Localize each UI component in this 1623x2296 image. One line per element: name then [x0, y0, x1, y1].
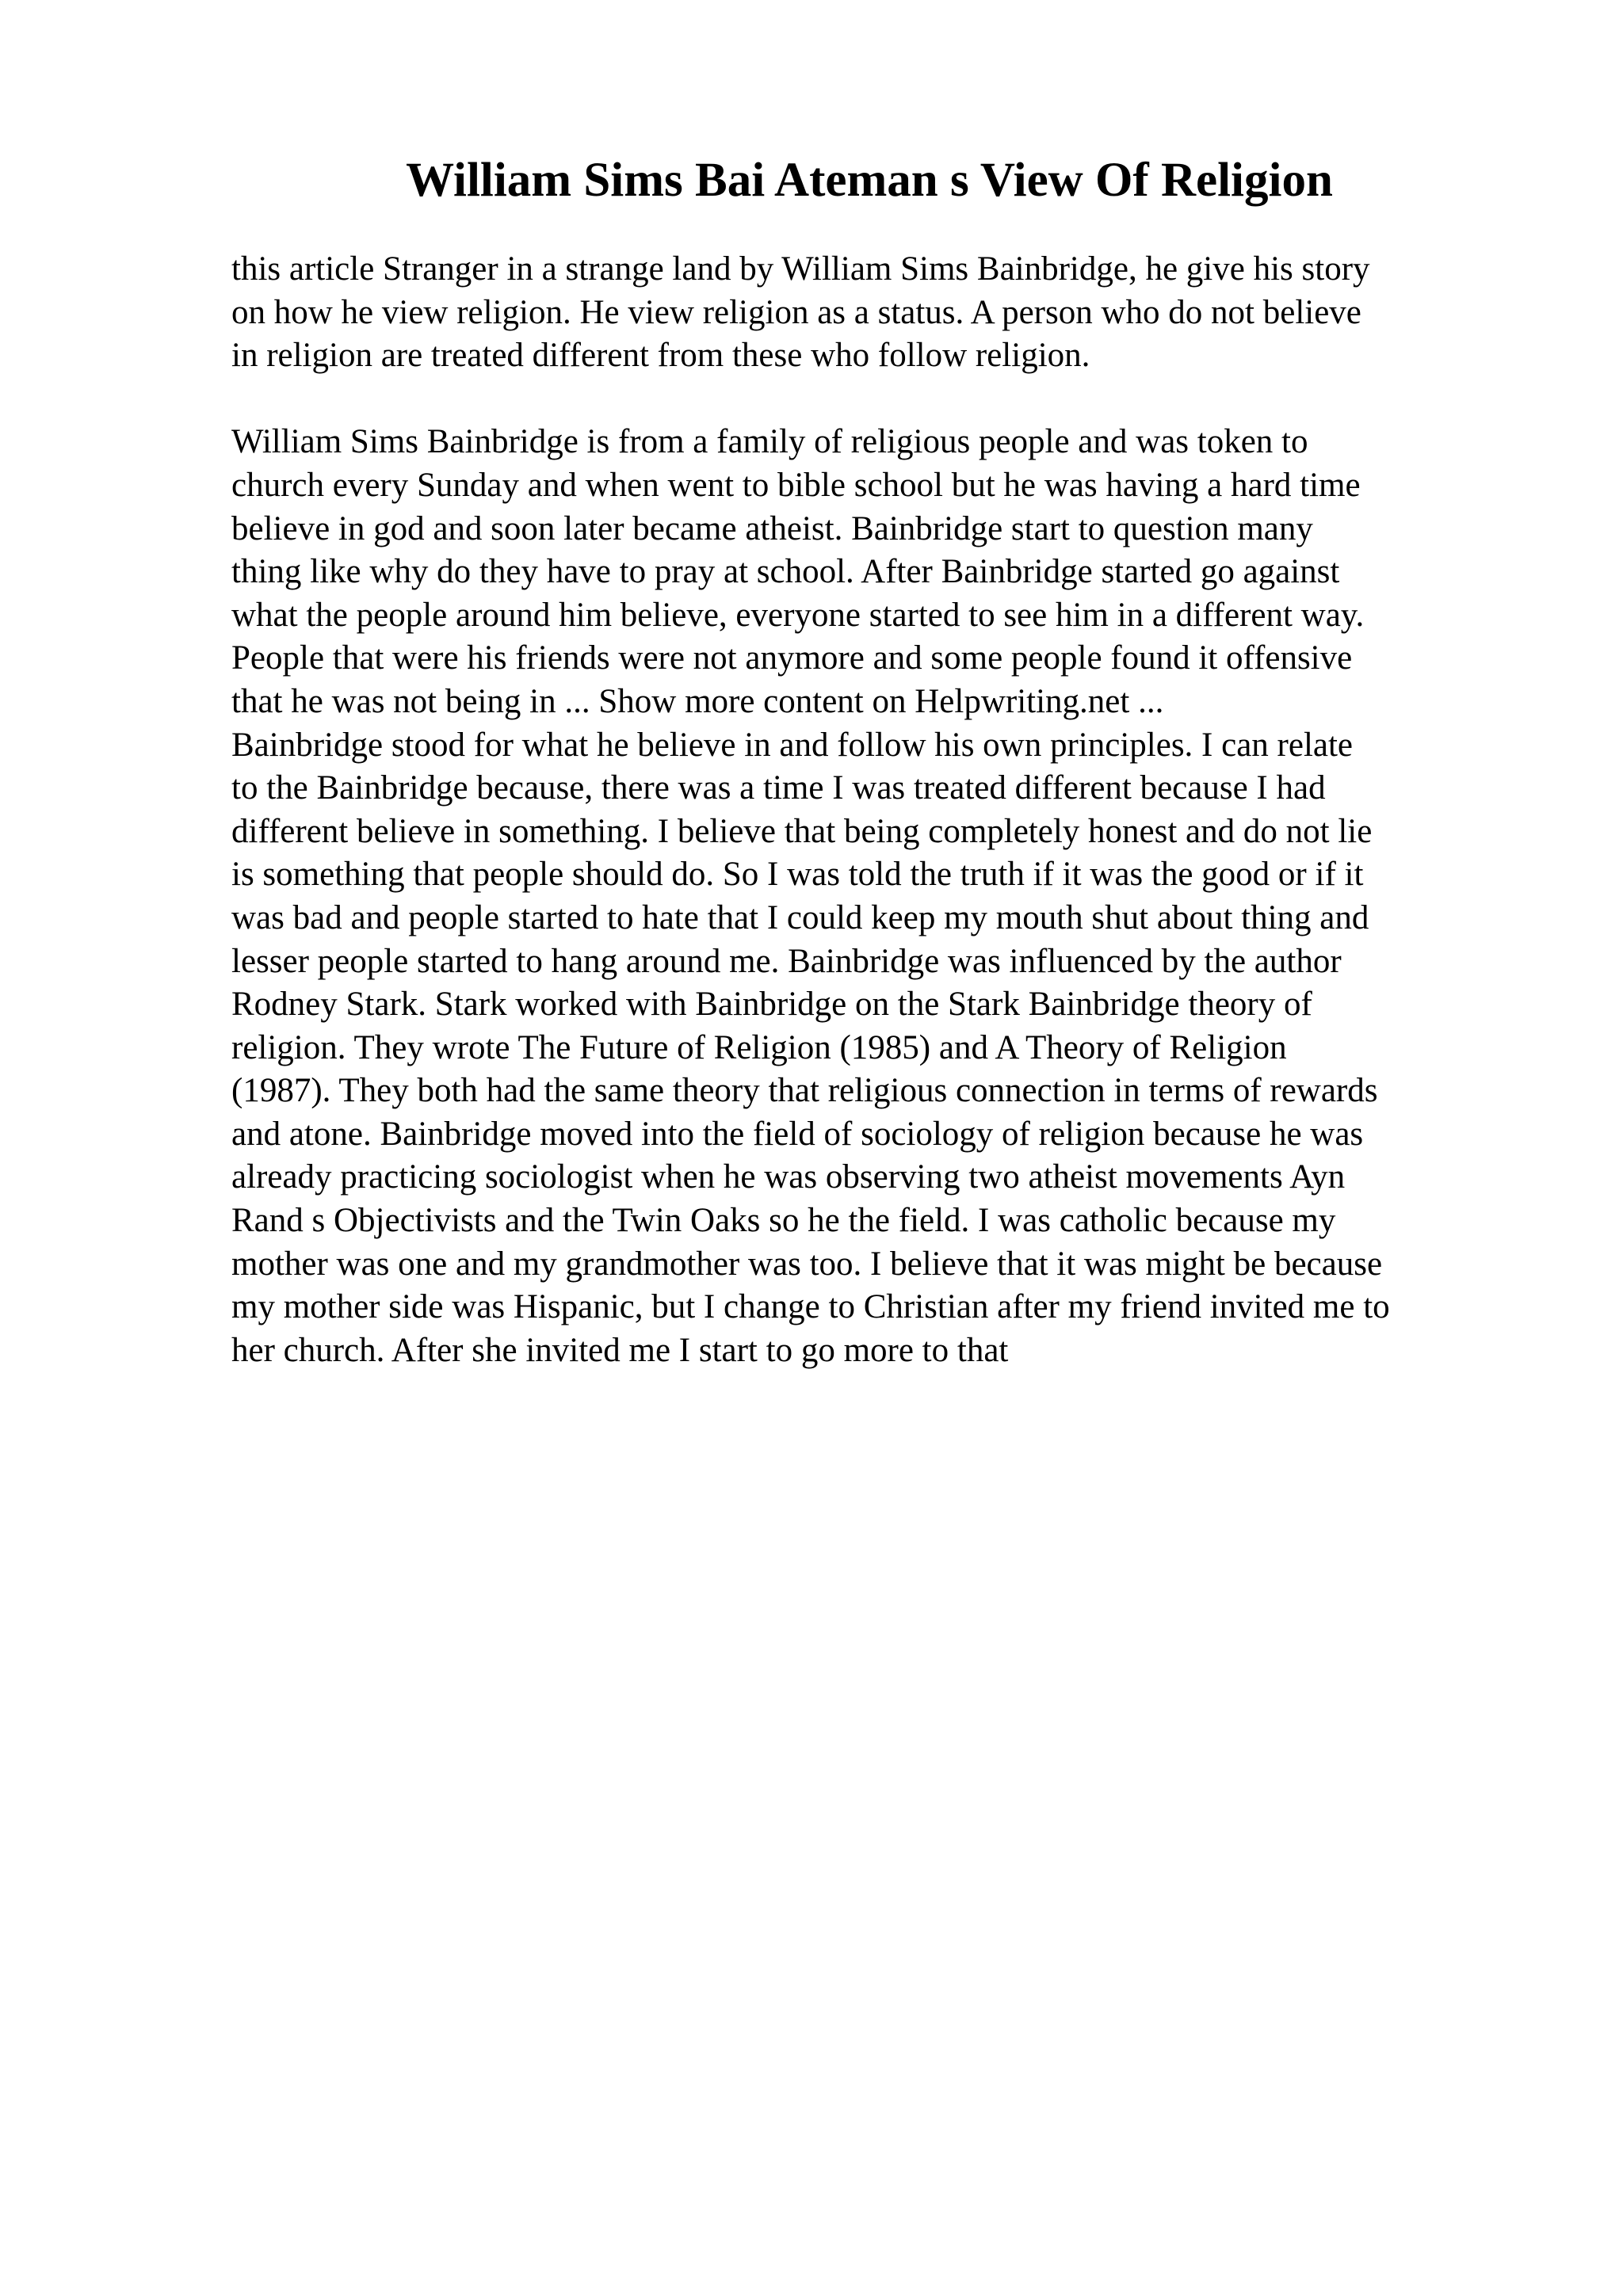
- text-line: mother was one and my grandmother was too. I believe that it was might be because: [231, 1245, 1383, 1283]
- text-line: her church. After she invited me I start to go more to that: [231, 1331, 1009, 1369]
- text-line: to the Bainbridge because, there was a time I was treated different because I had: [231, 769, 1326, 807]
- text-line: Bainbridge stood for what he believe in and follow his own principles. I can relate: [231, 726, 1354, 764]
- paragraph-spacer: [231, 378, 1499, 421]
- text-line: believe in god and soon later became atheist. Bainbridge start to question many: [231, 509, 1313, 547]
- text-line: my mother side was Hispanic, but I change to Christian after my friend invited me to: [231, 1288, 1390, 1326]
- text-line: (1987). They both had the same theory that religious connection in terms of rewards: [231, 1072, 1378, 1110]
- text-line: church every Sunday and when went to bible school but he was having a hard time: [231, 466, 1361, 504]
- paragraph-2: [231, 421, 1499, 1372]
- text-line: in religion are treated different from these who follow religion.: [231, 337, 1090, 375]
- text-line: that he was not being in ... Show more content on Helpwriting.net ...: [231, 682, 1164, 720]
- text-line: and atone. Bainbridge moved into the field of sociology of religion because he was: [231, 1115, 1364, 1153]
- text-line: William Sims Bainbridge is from a family of religious people and was token to: [231, 423, 1308, 461]
- text-line: People that were his friends were not anymore and some people found it offensive: [231, 639, 1353, 677]
- text-line: Rand s Objectivists and the Twin Oaks so he the field. I was catholic because my: [231, 1202, 1336, 1240]
- text-line: on how he view religion. He view religion as a status. A person who do not believe: [231, 293, 1361, 331]
- text-line: Rodney Stark. Stark worked with Bainbridge on the Stark Bainbridge theory of: [231, 986, 1312, 1024]
- text-line: was bad and people started to hate that I could keep my mouth shut about thing and: [231, 898, 1369, 936]
- text-line: what the people around him believe, everyone started to see him in a different way.: [231, 596, 1365, 634]
- text-line: different believe in something. I believe that being completely honest and do not lie: [231, 812, 1373, 850]
- text-line: already practicing sociologist when he was observing two atheist movements Ayn: [231, 1158, 1346, 1196]
- document-title: William Sims Bai Ateman s View Of Religion: [406, 154, 1333, 207]
- text-line: thing like why do they have to pray at school. After Bainbridge started go against: [231, 553, 1340, 591]
- text-line: lesser people started to hang around me. Bainbridge was influenced by the author: [231, 942, 1342, 980]
- text-line: religion. They wrote The Future of Religion (1985) and A Theory of Religion: [231, 1028, 1287, 1066]
- text-line: this article Stranger in a strange land by William Sims Bainbridge, he give his story: [231, 250, 1370, 288]
- text-line: is something that people should do. So I was told the truth if it was the good or if it: [231, 856, 1364, 894]
- paragraph-1: [231, 248, 1499, 378]
- document-body: [231, 248, 1499, 1372]
